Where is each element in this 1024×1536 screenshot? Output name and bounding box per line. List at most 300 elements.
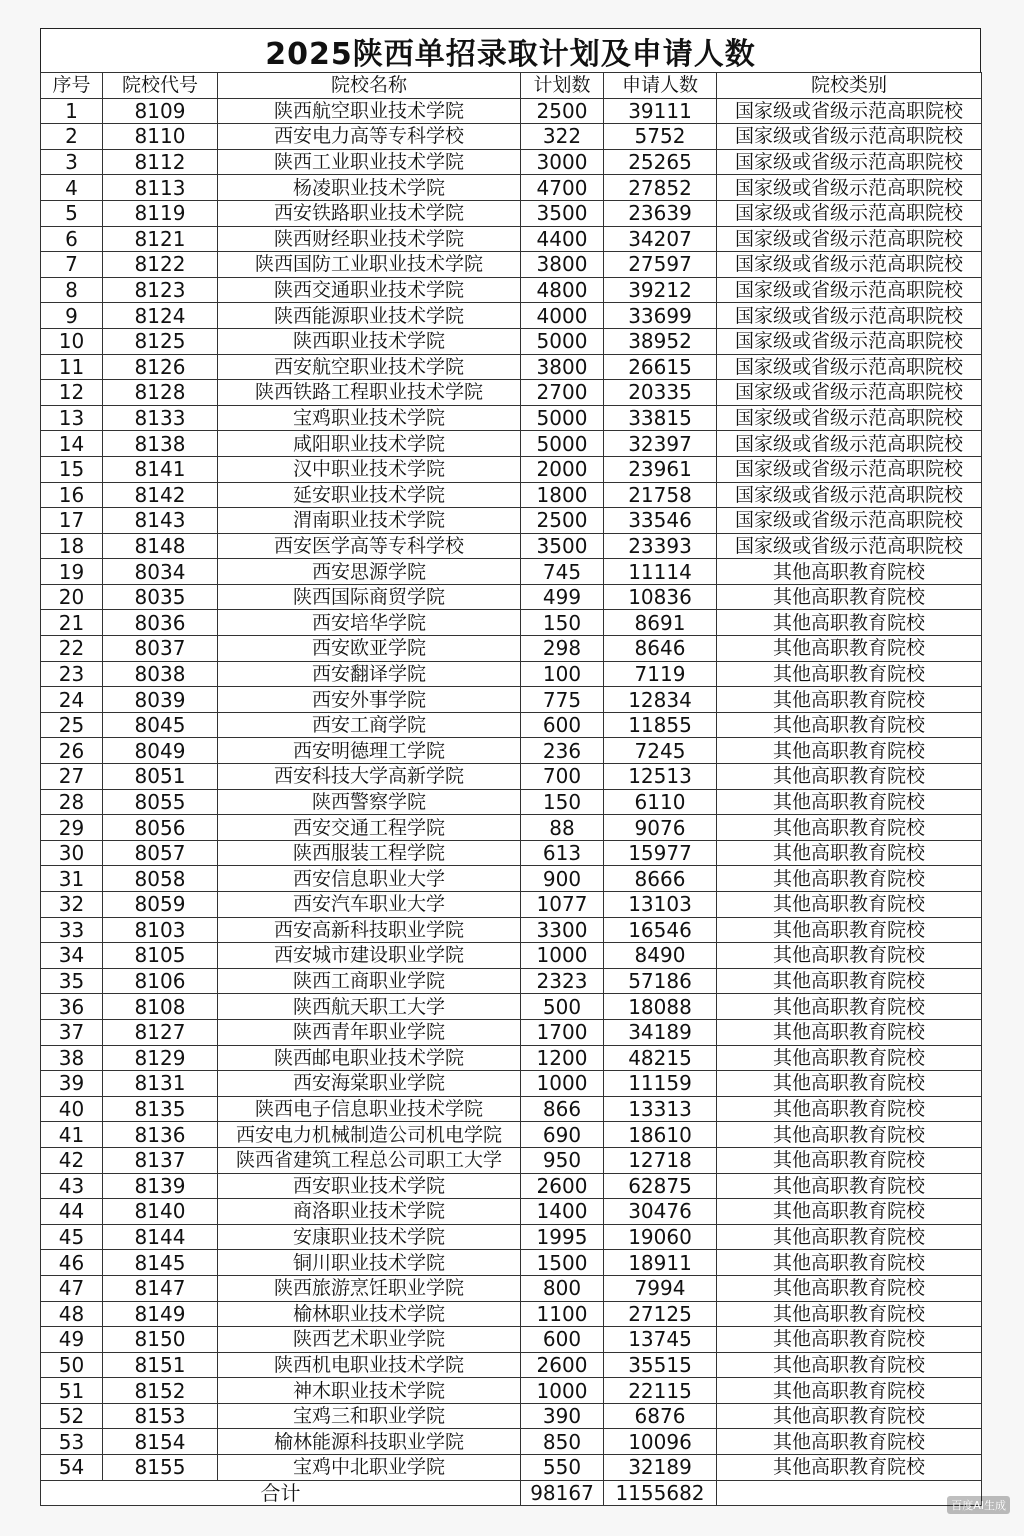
school-name: 西安职业技术学院 bbox=[218, 1173, 521, 1199]
table-row bbox=[41, 149, 982, 175]
plan-count: 1200 bbox=[521, 1045, 604, 1071]
school-code: 8137 bbox=[103, 1147, 218, 1173]
school-code: 8055 bbox=[103, 789, 218, 815]
school-name: 陕西艺术职业学院 bbox=[218, 1327, 521, 1353]
school-name: 西安翻译学院 bbox=[218, 661, 521, 687]
applicant-count: 12718 bbox=[604, 1147, 717, 1173]
row-index: 13 bbox=[41, 405, 103, 431]
table-row bbox=[41, 1147, 982, 1173]
applicant-count: 34207 bbox=[604, 226, 717, 252]
plan-count: 745 bbox=[521, 559, 604, 585]
row-index: 10 bbox=[41, 328, 103, 354]
applicant-count: 8666 bbox=[604, 866, 717, 892]
school-name: 西安工商学院 bbox=[218, 712, 521, 738]
school-name: 杨凌职业技术学院 bbox=[218, 175, 521, 201]
row-index: 41 bbox=[41, 1122, 103, 1148]
row-index: 53 bbox=[41, 1429, 103, 1455]
school-name: 陕西机电职业技术学院 bbox=[218, 1352, 521, 1378]
school-category: 其他高职教育院校 bbox=[717, 584, 982, 610]
table-row bbox=[41, 764, 982, 790]
plan-count: 2323 bbox=[521, 968, 604, 994]
table-row bbox=[41, 1096, 982, 1122]
row-index: 51 bbox=[41, 1378, 103, 1404]
table-row bbox=[41, 1327, 982, 1353]
plan-count: 4800 bbox=[521, 277, 604, 303]
school-code: 8122 bbox=[103, 252, 218, 278]
row-index: 7 bbox=[41, 252, 103, 278]
school-name: 西安铁路职业技术学院 bbox=[218, 200, 521, 226]
school-name: 西安电力高等专科学校 bbox=[218, 124, 521, 150]
row-index: 15 bbox=[41, 456, 103, 482]
school-category: 其他高职教育院校 bbox=[717, 1429, 982, 1455]
plan-count: 500 bbox=[521, 994, 604, 1020]
row-index: 12 bbox=[41, 380, 103, 406]
school-category: 国家级或省级示范高职院校 bbox=[717, 175, 982, 201]
row-index: 52 bbox=[41, 1403, 103, 1429]
plan-count: 3800 bbox=[521, 354, 604, 380]
row-index: 34 bbox=[41, 943, 103, 969]
plan-count: 4400 bbox=[521, 226, 604, 252]
school-code: 8105 bbox=[103, 943, 218, 969]
table-row bbox=[41, 328, 982, 354]
applicant-count: 35515 bbox=[604, 1352, 717, 1378]
applicant-count: 11114 bbox=[604, 559, 717, 585]
school-category: 其他高职教育院校 bbox=[717, 1403, 982, 1429]
applicant-count: 62875 bbox=[604, 1173, 717, 1199]
applicant-count: 38952 bbox=[604, 328, 717, 354]
school-code: 8049 bbox=[103, 738, 218, 764]
row-index: 50 bbox=[41, 1352, 103, 1378]
school-name: 陕西职业技术学院 bbox=[218, 328, 521, 354]
row-index: 28 bbox=[41, 789, 103, 815]
plan-count: 1400 bbox=[521, 1199, 604, 1225]
row-index: 37 bbox=[41, 1019, 103, 1045]
row-index: 33 bbox=[41, 917, 103, 943]
table-row bbox=[41, 738, 982, 764]
admission-table-sheet bbox=[40, 28, 981, 1506]
table-row bbox=[41, 277, 982, 303]
school-code: 8153 bbox=[103, 1403, 218, 1429]
row-index: 46 bbox=[41, 1250, 103, 1276]
school-code: 8045 bbox=[103, 712, 218, 738]
school-code: 8123 bbox=[103, 277, 218, 303]
school-category: 国家级或省级示范高职院校 bbox=[717, 354, 982, 380]
school-code: 8133 bbox=[103, 405, 218, 431]
table-row bbox=[41, 815, 982, 841]
table-row bbox=[41, 456, 982, 482]
school-category: 国家级或省级示范高职院校 bbox=[717, 98, 982, 124]
plan-count: 950 bbox=[521, 1147, 604, 1173]
school-code: 8110 bbox=[103, 124, 218, 150]
school-code: 8135 bbox=[103, 1096, 218, 1122]
school-name: 陕西服装工程学院 bbox=[218, 840, 521, 866]
school-category: 其他高职教育院校 bbox=[717, 840, 982, 866]
school-code: 8144 bbox=[103, 1224, 218, 1250]
row-index: 2 bbox=[41, 124, 103, 150]
plan-count: 88 bbox=[521, 815, 604, 841]
school-code: 8150 bbox=[103, 1327, 218, 1353]
table-row bbox=[41, 252, 982, 278]
header-plan-count: 计划数 bbox=[521, 73, 604, 99]
school-category: 国家级或省级示范高职院校 bbox=[717, 277, 982, 303]
row-index: 42 bbox=[41, 1147, 103, 1173]
table-row bbox=[41, 98, 982, 124]
school-category: 国家级或省级示范高职院校 bbox=[717, 533, 982, 559]
row-index: 35 bbox=[41, 968, 103, 994]
school-category: 其他高职教育院校 bbox=[717, 1019, 982, 1045]
applicant-count: 30476 bbox=[604, 1199, 717, 1225]
school-name: 陕西能源职业技术学院 bbox=[218, 303, 521, 329]
plan-count: 3500 bbox=[521, 533, 604, 559]
school-category: 其他高职教育院校 bbox=[717, 636, 982, 662]
plan-count: 1077 bbox=[521, 892, 604, 918]
school-code: 8155 bbox=[103, 1455, 218, 1481]
school-category: 其他高职教育院校 bbox=[717, 712, 982, 738]
school-name: 西安培华学院 bbox=[218, 610, 521, 636]
row-index: 17 bbox=[41, 508, 103, 534]
plan-count: 100 bbox=[521, 661, 604, 687]
applicant-count: 33546 bbox=[604, 508, 717, 534]
school-category: 其他高职教育院校 bbox=[717, 1250, 982, 1276]
row-index: 43 bbox=[41, 1173, 103, 1199]
school-name: 西安医学高等专科学校 bbox=[218, 533, 521, 559]
applicant-count: 39111 bbox=[604, 98, 717, 124]
school-category: 国家级或省级示范高职院校 bbox=[717, 508, 982, 534]
applicant-count: 7994 bbox=[604, 1275, 717, 1301]
school-name: 陕西邮电职业技术学院 bbox=[218, 1045, 521, 1071]
header-school-code: 院校代号 bbox=[103, 73, 218, 99]
table-row bbox=[41, 354, 982, 380]
table-row bbox=[41, 1250, 982, 1276]
school-category: 其他高职教育院校 bbox=[717, 994, 982, 1020]
school-category: 其他高职教育院校 bbox=[717, 1224, 982, 1250]
applicant-count: 32189 bbox=[604, 1455, 717, 1481]
school-name: 西安汽车职业大学 bbox=[218, 892, 521, 918]
school-name: 宝鸡职业技术学院 bbox=[218, 405, 521, 431]
school-code: 8037 bbox=[103, 636, 218, 662]
row-index: 6 bbox=[41, 226, 103, 252]
table-row bbox=[41, 584, 982, 610]
school-category: 其他高职教育院校 bbox=[717, 764, 982, 790]
applicant-count: 27597 bbox=[604, 252, 717, 278]
table-row bbox=[41, 892, 982, 918]
plan-count: 700 bbox=[521, 764, 604, 790]
school-name: 西安城市建设职业学院 bbox=[218, 943, 521, 969]
school-name: 陕西国防工业职业技术学院 bbox=[218, 252, 521, 278]
school-category: 国家级或省级示范高职院校 bbox=[717, 226, 982, 252]
row-index: 1 bbox=[41, 98, 103, 124]
applicant-count: 57186 bbox=[604, 968, 717, 994]
school-category: 其他高职教育院校 bbox=[717, 1378, 982, 1404]
applicant-count: 8646 bbox=[604, 636, 717, 662]
school-name: 陕西航天职工大学 bbox=[218, 994, 521, 1020]
row-index: 31 bbox=[41, 866, 103, 892]
table-row bbox=[41, 1071, 982, 1097]
row-index: 36 bbox=[41, 994, 103, 1020]
school-name: 西安明德理工学院 bbox=[218, 738, 521, 764]
table-row bbox=[41, 405, 982, 431]
total-applicants: 1155682 bbox=[604, 1480, 717, 1506]
table-row bbox=[41, 712, 982, 738]
school-category: 其他高职教育院校 bbox=[717, 892, 982, 918]
school-code: 8034 bbox=[103, 559, 218, 585]
table-row bbox=[41, 1173, 982, 1199]
table-body bbox=[41, 98, 982, 1480]
plan-count: 4000 bbox=[521, 303, 604, 329]
row-index: 20 bbox=[41, 584, 103, 610]
table-row bbox=[41, 1378, 982, 1404]
table-row bbox=[41, 1429, 982, 1455]
table-row bbox=[41, 559, 982, 585]
plan-count: 2500 bbox=[521, 508, 604, 534]
plan-count: 3300 bbox=[521, 917, 604, 943]
school-category: 国家级或省级示范高职院校 bbox=[717, 124, 982, 150]
row-index: 39 bbox=[41, 1071, 103, 1097]
table-row bbox=[41, 482, 982, 508]
plan-count: 3500 bbox=[521, 200, 604, 226]
plan-count: 850 bbox=[521, 1429, 604, 1455]
table-row bbox=[41, 303, 982, 329]
school-name: 陕西财经职业技术学院 bbox=[218, 226, 521, 252]
school-name: 陕西工商职业学院 bbox=[218, 968, 521, 994]
plan-count: 613 bbox=[521, 840, 604, 866]
school-name: 陕西铁路工程职业技术学院 bbox=[218, 380, 521, 406]
school-name: 西安欧亚学院 bbox=[218, 636, 521, 662]
school-code: 8113 bbox=[103, 175, 218, 201]
row-index: 30 bbox=[41, 840, 103, 866]
school-category: 其他高职教育院校 bbox=[717, 1301, 982, 1327]
school-code: 8139 bbox=[103, 1173, 218, 1199]
total-empty-cell bbox=[717, 1480, 982, 1506]
row-index: 27 bbox=[41, 764, 103, 790]
school-category: 国家级或省级示范高职院校 bbox=[717, 328, 982, 354]
school-code: 8036 bbox=[103, 610, 218, 636]
row-index: 21 bbox=[41, 610, 103, 636]
school-code: 8106 bbox=[103, 968, 218, 994]
school-name: 安康职业技术学院 bbox=[218, 1224, 521, 1250]
header-school-name: 院校名称 bbox=[218, 73, 521, 99]
school-code: 8103 bbox=[103, 917, 218, 943]
school-category: 其他高职教育院校 bbox=[717, 610, 982, 636]
row-index: 54 bbox=[41, 1455, 103, 1481]
table-row bbox=[41, 1045, 982, 1071]
row-index: 3 bbox=[41, 149, 103, 175]
school-category: 其他高职教育院校 bbox=[717, 687, 982, 713]
applicant-count: 18088 bbox=[604, 994, 717, 1020]
school-code: 8108 bbox=[103, 994, 218, 1020]
row-index: 44 bbox=[41, 1199, 103, 1225]
school-code: 8138 bbox=[103, 431, 218, 457]
applicant-count: 23639 bbox=[604, 200, 717, 226]
table-row bbox=[41, 226, 982, 252]
table-row bbox=[41, 380, 982, 406]
school-category: 国家级或省级示范高职院校 bbox=[717, 149, 982, 175]
plan-count: 600 bbox=[521, 712, 604, 738]
plan-count: 2500 bbox=[521, 98, 604, 124]
school-code: 8051 bbox=[103, 764, 218, 790]
school-code: 8143 bbox=[103, 508, 218, 534]
table-row bbox=[41, 789, 982, 815]
applicant-count: 8691 bbox=[604, 610, 717, 636]
plan-count: 866 bbox=[521, 1096, 604, 1122]
school-name: 西安外事学院 bbox=[218, 687, 521, 713]
applicant-count: 18610 bbox=[604, 1122, 717, 1148]
school-name: 西安航空职业技术学院 bbox=[218, 354, 521, 380]
applicant-count: 48215 bbox=[604, 1045, 717, 1071]
school-name: 渭南职业技术学院 bbox=[218, 508, 521, 534]
school-code: 8154 bbox=[103, 1429, 218, 1455]
plan-count: 499 bbox=[521, 584, 604, 610]
applicant-count: 13313 bbox=[604, 1096, 717, 1122]
table-row bbox=[41, 1122, 982, 1148]
table-row bbox=[41, 431, 982, 457]
applicant-count: 22115 bbox=[604, 1378, 717, 1404]
header-school-category: 院校类别 bbox=[717, 73, 982, 99]
school-name: 陕西交通职业技术学院 bbox=[218, 277, 521, 303]
school-name: 商洛职业技术学院 bbox=[218, 1199, 521, 1225]
applicant-count: 16546 bbox=[604, 917, 717, 943]
school-code: 8038 bbox=[103, 661, 218, 687]
row-index: 47 bbox=[41, 1275, 103, 1301]
school-code: 8149 bbox=[103, 1301, 218, 1327]
row-index: 4 bbox=[41, 175, 103, 201]
plan-count: 2600 bbox=[521, 1173, 604, 1199]
row-index: 9 bbox=[41, 303, 103, 329]
school-category: 其他高职教育院校 bbox=[717, 559, 982, 585]
school-code: 8126 bbox=[103, 354, 218, 380]
row-index: 40 bbox=[41, 1096, 103, 1122]
applicant-count: 6110 bbox=[604, 789, 717, 815]
school-category: 其他高职教育院校 bbox=[717, 1327, 982, 1353]
plan-count: 1500 bbox=[521, 1250, 604, 1276]
total-plan: 98167 bbox=[521, 1480, 604, 1506]
school-code: 8121 bbox=[103, 226, 218, 252]
school-code: 8140 bbox=[103, 1199, 218, 1225]
school-name: 宝鸡三和职业学院 bbox=[218, 1403, 521, 1429]
plan-count: 150 bbox=[521, 610, 604, 636]
admission-table bbox=[40, 72, 982, 1506]
school-category: 其他高职教育院校 bbox=[717, 789, 982, 815]
header-applicant-count: 申请人数 bbox=[604, 73, 717, 99]
school-category: 其他高职教育院校 bbox=[717, 866, 982, 892]
table-row bbox=[41, 200, 982, 226]
row-index: 5 bbox=[41, 200, 103, 226]
school-name: 榆林职业技术学院 bbox=[218, 1301, 521, 1327]
school-name: 陕西青年职业学院 bbox=[218, 1019, 521, 1045]
table-row bbox=[41, 866, 982, 892]
applicant-count: 18911 bbox=[604, 1250, 717, 1276]
applicant-count: 13745 bbox=[604, 1327, 717, 1353]
table-row bbox=[41, 687, 982, 713]
total-label: 合计 bbox=[41, 1480, 521, 1506]
table-row bbox=[41, 124, 982, 150]
table-row bbox=[41, 1352, 982, 1378]
school-code: 8039 bbox=[103, 687, 218, 713]
school-name: 陕西警察学院 bbox=[218, 789, 521, 815]
school-name: 陕西航空职业技术学院 bbox=[218, 98, 521, 124]
table-row bbox=[41, 917, 982, 943]
school-code: 8035 bbox=[103, 584, 218, 610]
school-name: 西安高新科技职业学院 bbox=[218, 917, 521, 943]
school-category: 国家级或省级示范高职院校 bbox=[717, 380, 982, 406]
applicant-count: 8490 bbox=[604, 943, 717, 969]
table-row bbox=[41, 840, 982, 866]
school-category: 国家级或省级示范高职院校 bbox=[717, 405, 982, 431]
table-row bbox=[41, 636, 982, 662]
table-row bbox=[41, 1455, 982, 1481]
school-code: 8151 bbox=[103, 1352, 218, 1378]
plan-count: 5000 bbox=[521, 405, 604, 431]
applicant-count: 12513 bbox=[604, 764, 717, 790]
table-row bbox=[41, 175, 982, 201]
school-code: 8059 bbox=[103, 892, 218, 918]
plan-count: 1000 bbox=[521, 1071, 604, 1097]
school-name: 陕西工业职业技术学院 bbox=[218, 149, 521, 175]
school-category: 其他高职教育院校 bbox=[717, 815, 982, 841]
row-index: 25 bbox=[41, 712, 103, 738]
row-index: 19 bbox=[41, 559, 103, 585]
school-name: 陕西国际商贸学院 bbox=[218, 584, 521, 610]
table-row bbox=[41, 943, 982, 969]
table-row bbox=[41, 968, 982, 994]
plan-count: 1000 bbox=[521, 943, 604, 969]
applicant-count: 25265 bbox=[604, 149, 717, 175]
plan-count: 1800 bbox=[521, 482, 604, 508]
school-category: 其他高职教育院校 bbox=[717, 1173, 982, 1199]
plan-count: 600 bbox=[521, 1327, 604, 1353]
plan-count: 150 bbox=[521, 789, 604, 815]
applicant-count: 15977 bbox=[604, 840, 717, 866]
applicant-count: 9076 bbox=[604, 815, 717, 841]
table-row bbox=[41, 994, 982, 1020]
row-index: 24 bbox=[41, 687, 103, 713]
applicant-count: 12834 bbox=[604, 687, 717, 713]
plan-count: 3000 bbox=[521, 149, 604, 175]
school-category: 国家级或省级示范高职院校 bbox=[717, 200, 982, 226]
school-code: 8127 bbox=[103, 1019, 218, 1045]
school-name: 西安交通工程学院 bbox=[218, 815, 521, 841]
plan-count: 5000 bbox=[521, 328, 604, 354]
applicant-count: 7119 bbox=[604, 661, 717, 687]
applicant-count: 39212 bbox=[604, 277, 717, 303]
school-code: 8124 bbox=[103, 303, 218, 329]
school-name: 西安电力机械制造公司机电学院 bbox=[218, 1122, 521, 1148]
table-row bbox=[41, 1275, 982, 1301]
school-category: 其他高职教育院校 bbox=[717, 1275, 982, 1301]
table-row bbox=[41, 1301, 982, 1327]
school-category: 其他高职教育院校 bbox=[717, 1199, 982, 1225]
plan-count: 690 bbox=[521, 1122, 604, 1148]
table-row bbox=[41, 610, 982, 636]
school-code: 8119 bbox=[103, 200, 218, 226]
plan-count: 1995 bbox=[521, 1224, 604, 1250]
school-code: 8141 bbox=[103, 456, 218, 482]
school-category: 国家级或省级示范高职院校 bbox=[717, 252, 982, 278]
school-category: 其他高职教育院校 bbox=[717, 738, 982, 764]
applicant-count: 23393 bbox=[604, 533, 717, 559]
school-code: 8136 bbox=[103, 1122, 218, 1148]
applicant-count: 26615 bbox=[604, 354, 717, 380]
school-category: 国家级或省级示范高职院校 bbox=[717, 431, 982, 457]
row-index: 48 bbox=[41, 1301, 103, 1327]
school-code: 8125 bbox=[103, 328, 218, 354]
applicant-count: 10096 bbox=[604, 1429, 717, 1455]
plan-count: 2600 bbox=[521, 1352, 604, 1378]
header-index: 序号 bbox=[41, 73, 103, 99]
school-name: 咸阳职业技术学院 bbox=[218, 431, 521, 457]
row-index: 22 bbox=[41, 636, 103, 662]
school-category: 国家级或省级示范高职院校 bbox=[717, 456, 982, 482]
